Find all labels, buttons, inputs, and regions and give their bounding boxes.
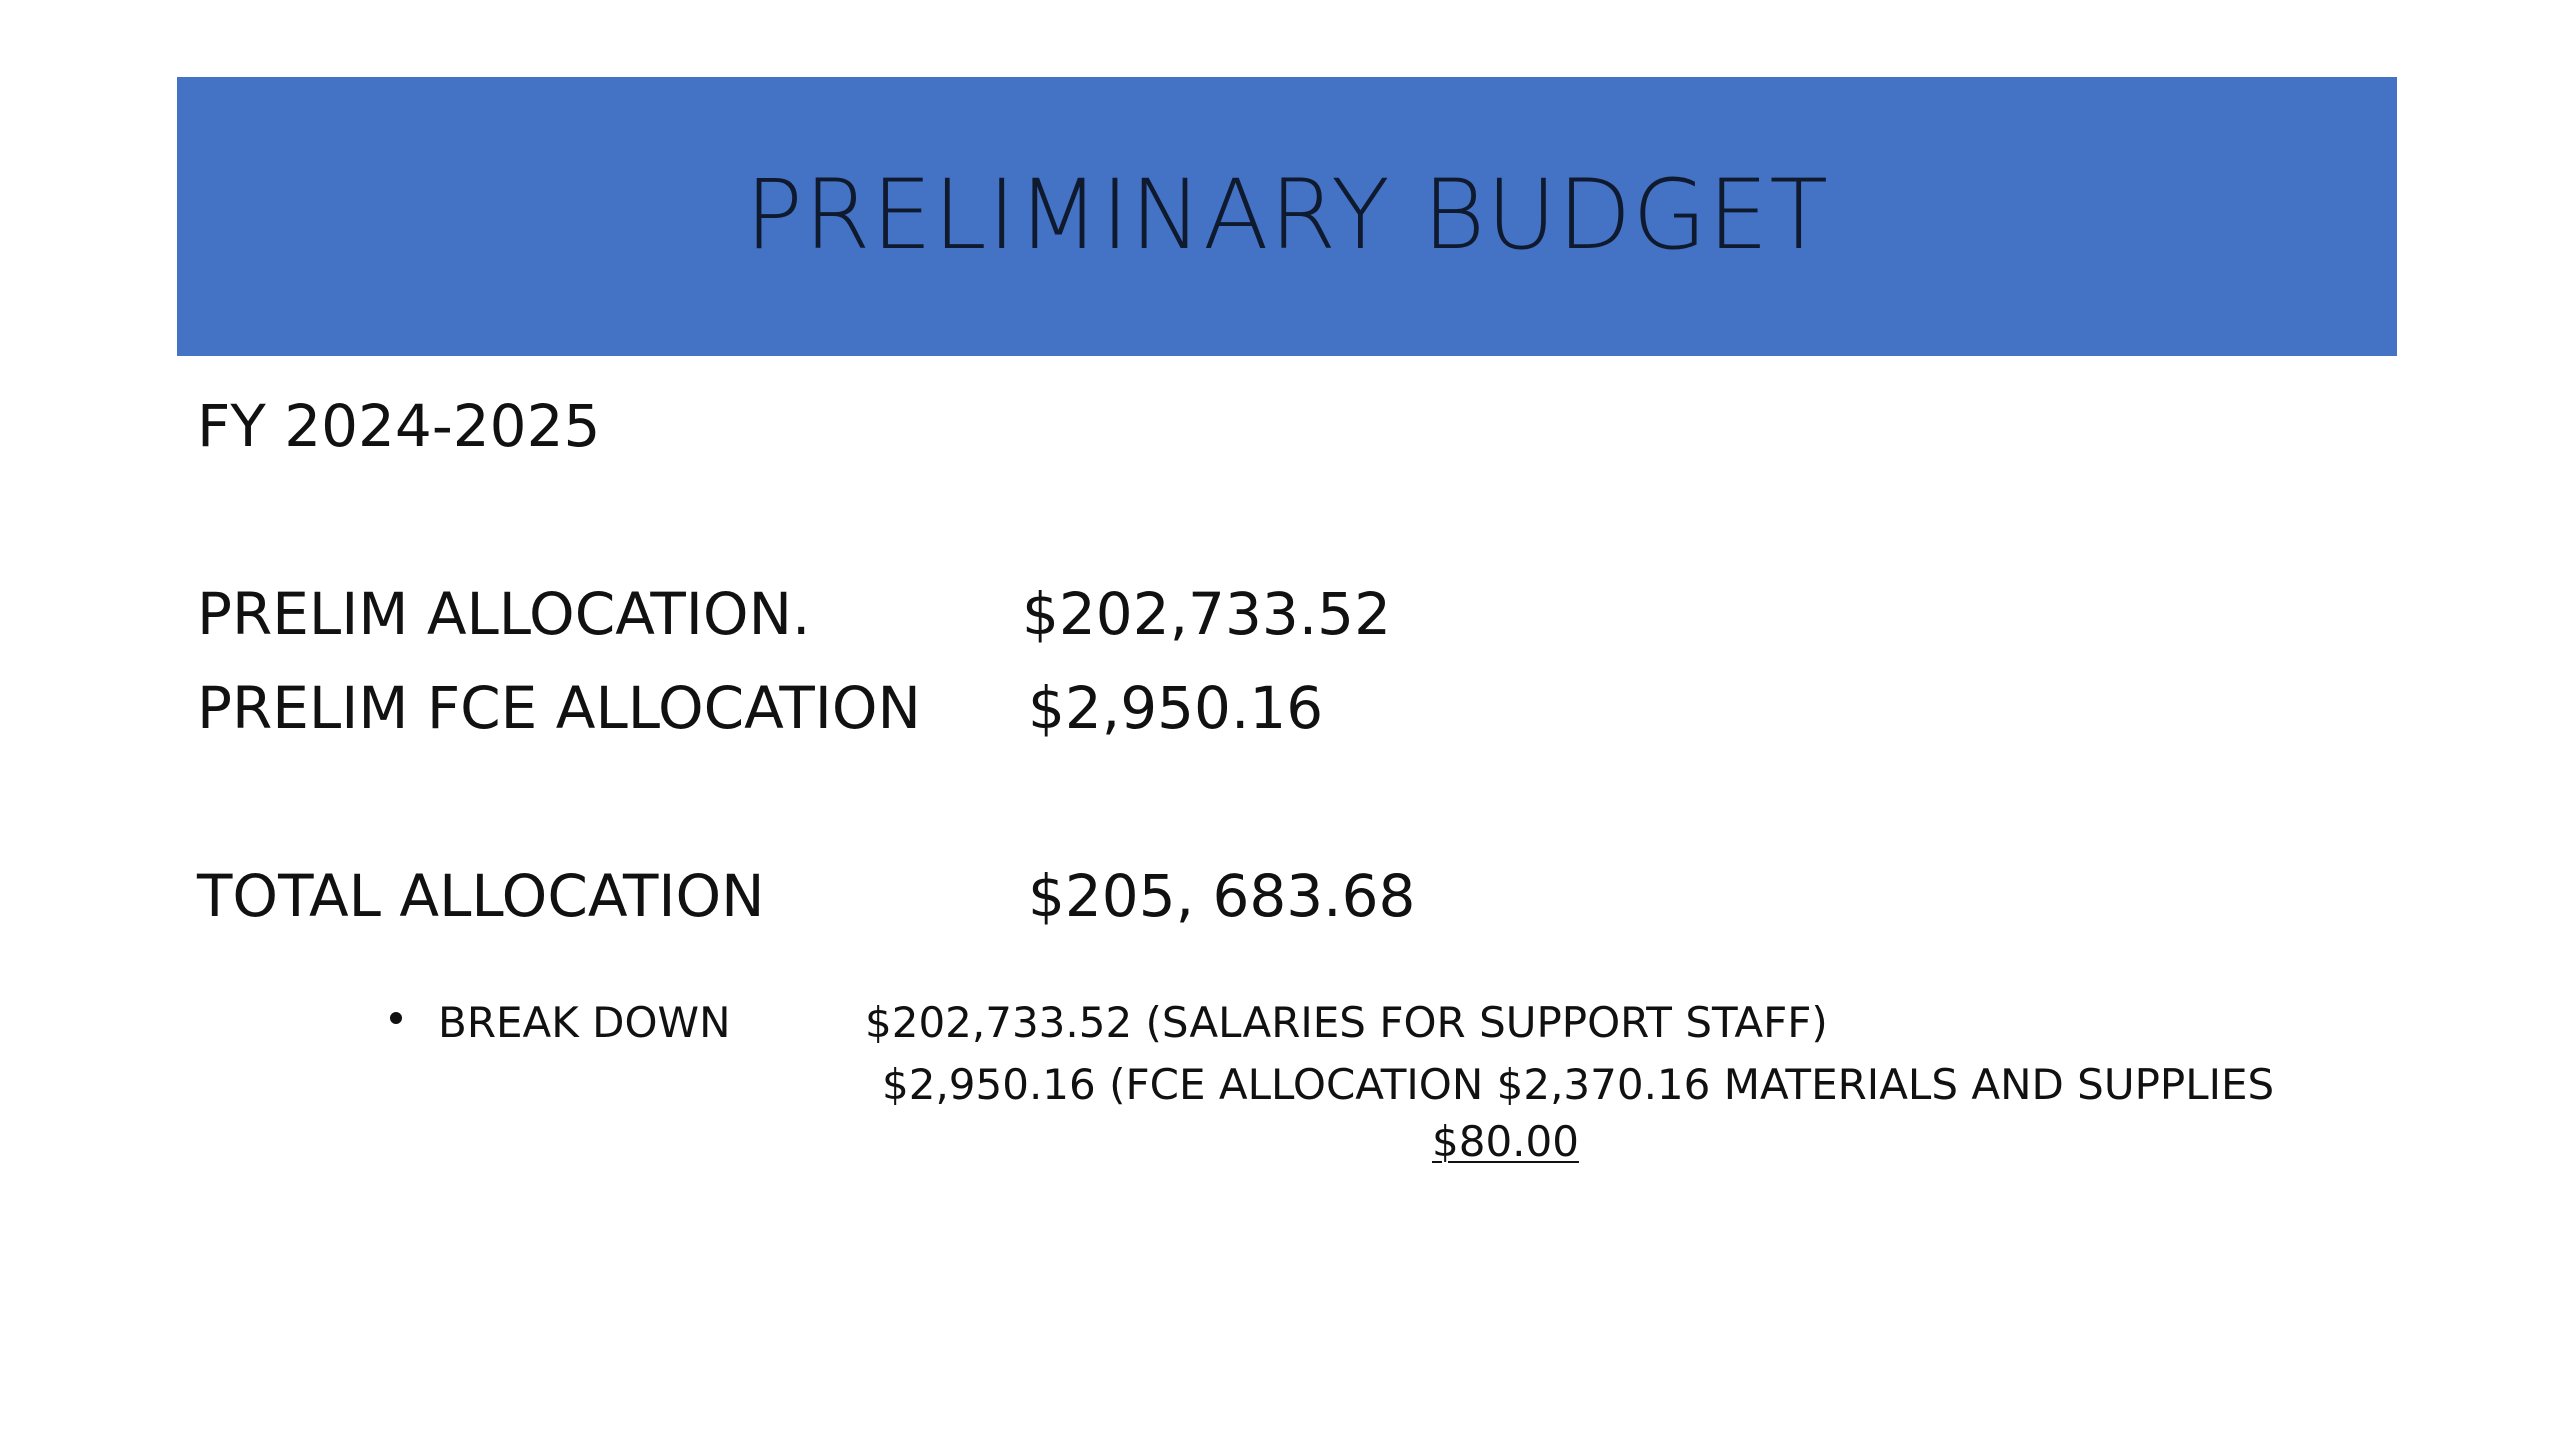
fiscal-year-label: FY 2024-2025 bbox=[197, 392, 601, 460]
prelim-allocation-label: PRELIM ALLOCATION. bbox=[197, 580, 811, 648]
prelim-fce-allocation-label: PRELIM FCE ALLOCATION bbox=[197, 674, 921, 742]
title-banner bbox=[177, 77, 2397, 356]
bullet-icon bbox=[390, 1012, 402, 1024]
breakdown-line-fce: $2,950.16 (FCE ALLOCATION $2,370.16 MATERIALS AND SUPPLIES bbox=[882, 1060, 2275, 1109]
prelim-fce-allocation-value: $2,950.16 bbox=[1028, 674, 1324, 742]
total-allocation-value: $205, 683.68 bbox=[1028, 862, 1416, 930]
breakdown-line-salaries: $202,733.52 (SALARIES FOR SUPPORT STAFF) bbox=[865, 998, 1828, 1047]
prelim-allocation-value: $202,733.52 bbox=[1022, 580, 1391, 648]
breakdown-label: BREAK DOWN bbox=[438, 998, 731, 1047]
total-allocation-label: TOTAL ALLOCATION bbox=[197, 862, 765, 930]
breakdown-line-remainder: $80.00 bbox=[1432, 1117, 1579, 1166]
slide-title: PRELIMINARY BUDGET bbox=[744, 158, 1830, 271]
